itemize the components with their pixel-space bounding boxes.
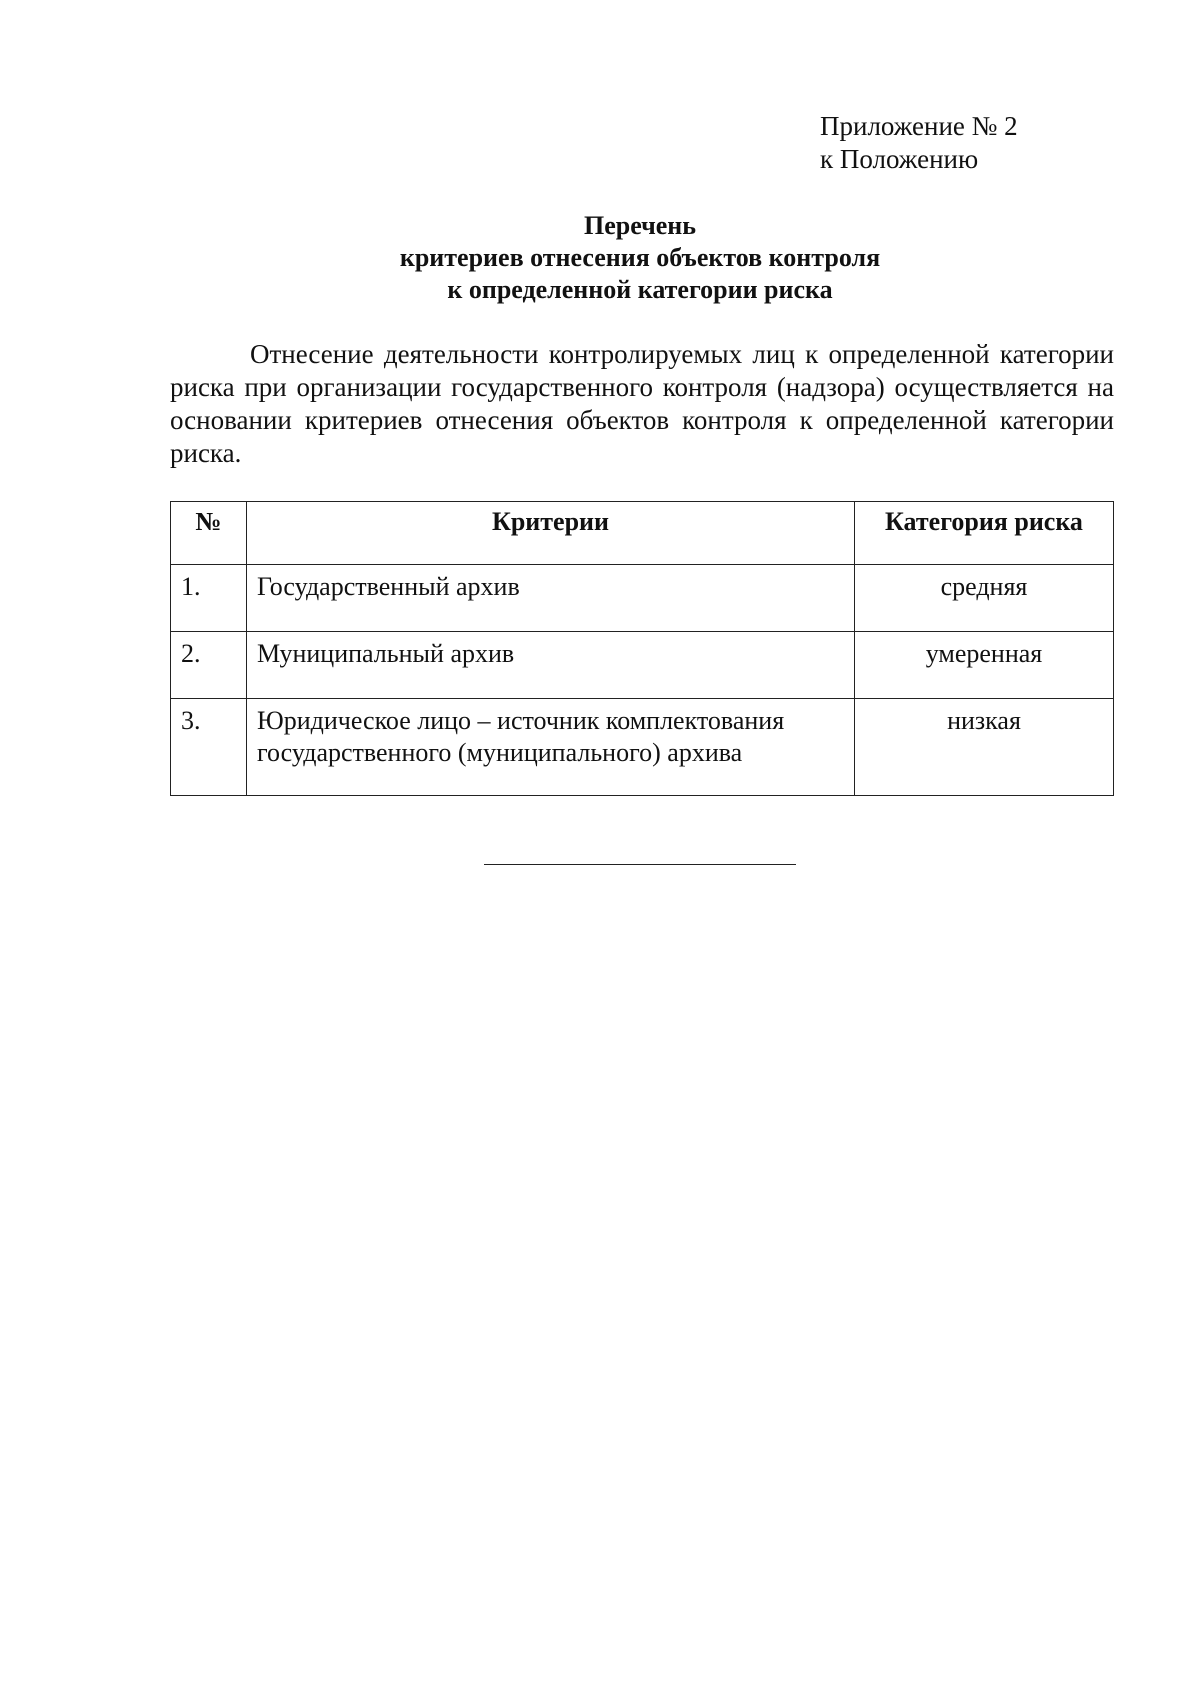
row-number: 3. xyxy=(171,699,247,796)
table-header-row xyxy=(171,502,1114,565)
document-title xyxy=(170,210,1110,306)
intro-paragraph: Отнесение деятельности контролируемых лиц к определенной категории риска при организации государственного контроля (надзора) осуществляется на основании критериев отнесения объектов контроля к определенной категории риска. xyxy=(170,339,1114,468)
appendix-reference xyxy=(820,110,1018,176)
table-row xyxy=(171,632,1114,699)
title-line-2: критериев отнесения объектов контроля xyxy=(399,243,881,272)
row-risk-category: низкая xyxy=(855,699,1114,796)
row-criteria: Муниципальный архив xyxy=(247,632,855,699)
title-line-1: Перечень xyxy=(583,211,697,240)
row-criteria: Юридическое лицо – источник комплектования государственного (муниципального) архива xyxy=(247,699,855,796)
header-risk-category: Категория риска xyxy=(855,502,1114,565)
header-number: № xyxy=(171,502,247,565)
table-row xyxy=(171,699,1114,796)
criteria-table xyxy=(170,501,1114,796)
appendix-number: Приложение № 2 xyxy=(820,111,1018,141)
row-risk-category: средняя xyxy=(855,565,1114,632)
row-risk-category: умеренная xyxy=(855,632,1114,699)
end-divider xyxy=(484,864,796,865)
row-number: 2. xyxy=(171,632,247,699)
row-number: 1. xyxy=(171,565,247,632)
appendix-regulation: к Положению xyxy=(820,144,979,174)
row-criteria: Государственный архив xyxy=(247,565,855,632)
title-line-3: к определенной категории риска xyxy=(447,275,833,304)
table-row xyxy=(171,565,1114,632)
header-criteria: Критерии xyxy=(247,502,855,565)
